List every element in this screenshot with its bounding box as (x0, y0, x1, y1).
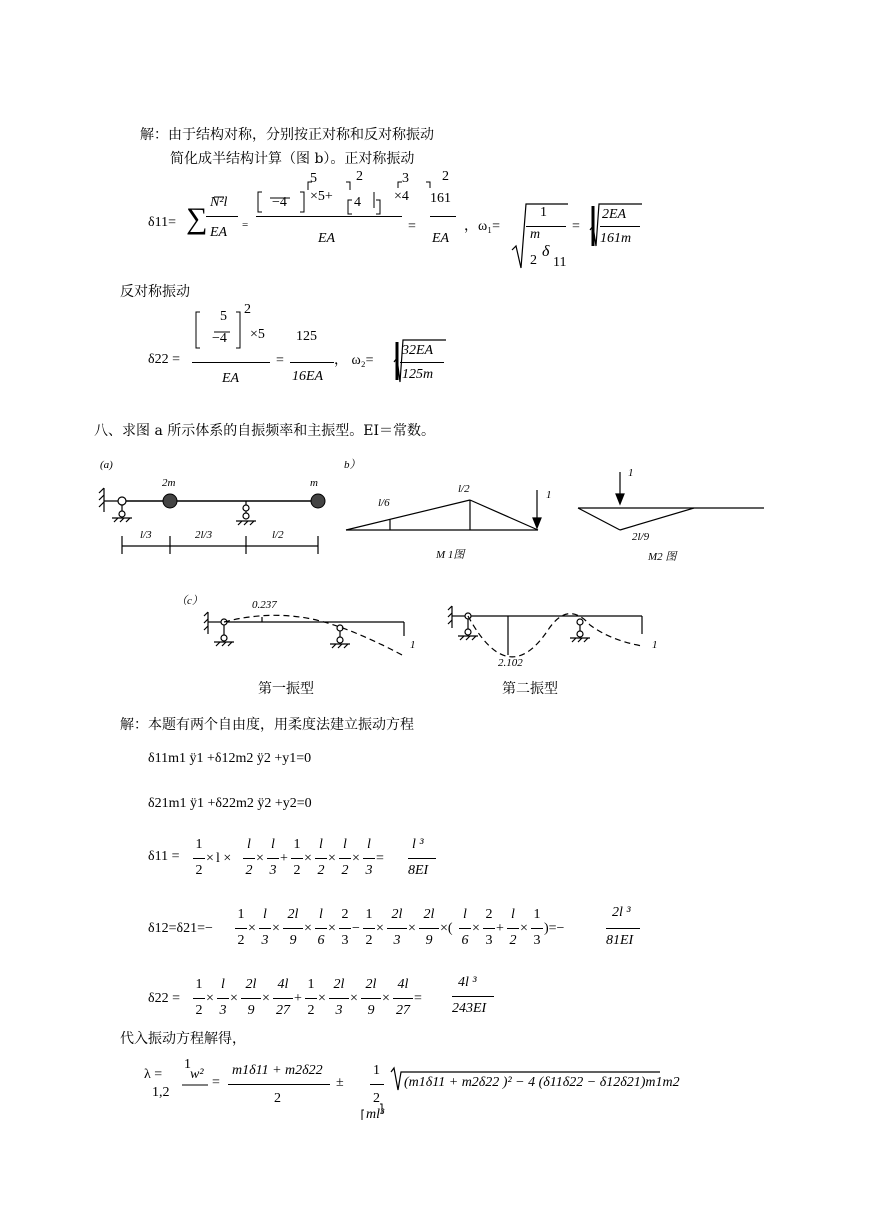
frac-bar (235, 928, 247, 929)
times4-text: ×4 (394, 189, 409, 204)
frac-numerator: 2l (365, 977, 377, 992)
omega1-den-2: 2 (530, 253, 537, 268)
frac-bar (393, 998, 413, 999)
operator: × (230, 991, 238, 1006)
square-a: 2 (356, 169, 363, 184)
frac-bar (267, 858, 279, 859)
frac-denominator: 2 (237, 933, 245, 948)
frac-denominator: 9 (425, 933, 433, 948)
frac-bar (305, 998, 317, 999)
frac-denominator: 2 (195, 1003, 203, 1018)
frac-denominator: 3 (341, 933, 349, 948)
sigma-symbol: ∑ (186, 202, 208, 235)
frac-denominator: 3 (219, 1003, 227, 1018)
frac-denominator: 2 (365, 933, 373, 948)
omega1-res-den: 161m (600, 231, 632, 246)
operator: l × (216, 851, 232, 866)
frac-denominator: 3 (485, 933, 493, 948)
operator: = (414, 991, 422, 1006)
frac-numerator: 4l (277, 977, 289, 992)
frac-denominator: 3 (393, 933, 401, 948)
frac-bar (361, 998, 381, 999)
operator: )=− (544, 921, 565, 936)
omega2-res-num: 32EA (402, 343, 434, 358)
frac-numerator: 2l (423, 907, 435, 922)
frac-bar (243, 858, 255, 859)
frac-denominator: 27 (276, 1003, 290, 1018)
mode1-value: 0.237 (252, 599, 277, 611)
omega1-den-sub: 11 (553, 255, 567, 270)
paren-b-num: 3 (402, 171, 409, 186)
d22-res-den: 243EI (452, 1001, 487, 1016)
omega2-label: ， ω₂= (334, 353, 374, 368)
operator: − (352, 921, 360, 936)
frac-bar (283, 928, 303, 929)
d22-lhs: δ22 = (148, 991, 180, 1006)
operator: × (318, 991, 326, 1006)
delta11-lhs: δ11= (148, 215, 176, 230)
lambda-w: w² (190, 1067, 204, 1082)
frac-denominator: 6 (461, 933, 469, 948)
m2-caption: M2 图 (648, 551, 677, 563)
times5-text: ×5+ (310, 189, 333, 204)
equals: = (276, 353, 284, 368)
frac-numerator: l (511, 907, 515, 922)
frac-bar (217, 998, 229, 999)
paren-a-num: 5 (310, 171, 317, 186)
fig-label-b: b） (344, 459, 361, 471)
motion-eq1: δ11m1 ÿ1 +δ12m2 ÿ2 +y1=0 (148, 751, 312, 766)
sym-den1: EA (210, 225, 228, 240)
beam-a (99, 488, 318, 554)
frac-numerator: l (343, 837, 347, 852)
frac-denominator: 3 (533, 933, 541, 948)
operator: × (304, 851, 312, 866)
frac-bar (228, 1084, 330, 1085)
operator: + (496, 921, 504, 936)
m1-l6-label: l/6 (378, 497, 390, 509)
frac-bar (459, 928, 471, 929)
frac-bar (291, 858, 303, 859)
omega1-den-m: m (530, 227, 541, 242)
solution-intro-line1: 解：由于结构对称，分别按正对称和反对称振动 (140, 127, 434, 143)
frac-denominator: 2 (293, 863, 301, 878)
anti-paren-num: 5 (220, 309, 227, 324)
operator: + (280, 851, 288, 866)
frac-bar (387, 928, 407, 929)
anti-heading: 反对称振动 (120, 284, 190, 300)
operator: × (248, 921, 256, 936)
dim-1: l/3 (140, 529, 152, 541)
m2-val-label: 2l/9 (632, 531, 650, 543)
mass-m (311, 494, 325, 508)
frac-denominator: 2 (307, 1003, 315, 1018)
dim-3: l/2 (272, 529, 284, 541)
frac-bar (339, 858, 351, 859)
frac-numerator: 1 (195, 837, 203, 852)
mode2-value: 2.102 (498, 657, 523, 669)
equals: = (212, 1075, 220, 1090)
delta22-lhs: δ22 = (148, 352, 180, 367)
frac-denominator: 9 (289, 933, 297, 948)
paren-shapes (196, 182, 430, 348)
frac-denominator: 3 (269, 863, 277, 878)
fig-label-c: （c） (176, 595, 203, 607)
frac-numerator: l (463, 907, 467, 922)
frac-numerator: 2l (333, 977, 345, 992)
equals: = (242, 219, 249, 231)
frac-bar (315, 928, 327, 929)
mode2-caption: 第二振型 (502, 681, 558, 697)
frac-denominator: 2 (195, 863, 203, 878)
sym-num1: N²l (210, 195, 228, 210)
frac-bar (370, 1084, 384, 1085)
frac-bar (419, 928, 439, 929)
lambda-mid-den: 2 (274, 1091, 281, 1106)
operator: ×( (440, 921, 453, 936)
frac-numerator: 1 (237, 907, 245, 922)
frac-numerator: l (221, 977, 225, 992)
frac-denominator: 3 (365, 863, 373, 878)
frac-numerator: l (263, 907, 267, 922)
d22-res-num: 4l ³ (458, 975, 477, 990)
equals: = (572, 219, 580, 234)
d11-lhs: δ11 = (148, 849, 180, 864)
operator: × (520, 921, 528, 936)
operator: = (376, 851, 384, 866)
frac-numerator: 1 (293, 837, 301, 852)
frac-bar (241, 998, 261, 999)
operator: × (328, 921, 336, 936)
frac-numerator: 2l (245, 977, 257, 992)
operator: × (262, 991, 270, 1006)
frac-numerator: 2l (287, 907, 299, 922)
operator: × (256, 851, 264, 866)
anti-times5: ×5 (250, 327, 265, 342)
d11-res-num: l ³ (412, 837, 424, 852)
paren-b-frac: 4 (354, 195, 361, 210)
m1-l2-label: l/2 (458, 483, 470, 495)
operator: × (206, 851, 214, 866)
frac-bar (315, 858, 327, 859)
frac-bar (606, 928, 640, 929)
frac-denominator: 2 (317, 863, 325, 878)
frac-denominator: 27 (396, 1003, 410, 1018)
ml3-label: ml³ (366, 1107, 385, 1122)
solution2-intro: 解：本题有两个自由度，用柔度法建立振动方程 (120, 717, 414, 733)
operator: × (382, 991, 390, 1006)
frac-numerator: 1 (195, 977, 203, 992)
frac-numerator: 2 (485, 907, 493, 922)
sym-val-num: 161 (430, 191, 451, 206)
frac-numerator: 2l (391, 907, 403, 922)
radical-heavy (397, 206, 593, 380)
paren-a-frac: −4 (272, 195, 287, 210)
m2-load-label: 1 (628, 467, 634, 479)
omega1-label: ，ω₁= (464, 219, 500, 234)
operator: × (272, 921, 280, 936)
mode1-diagram (204, 612, 404, 656)
omega1-res-num: 2EA (602, 207, 627, 222)
frac-numerator: l (271, 837, 275, 852)
square-b: 2 (442, 169, 449, 184)
frac-bar (329, 998, 349, 999)
d12-lhs: δ12=δ21=− (148, 921, 213, 936)
frac-denominator: 2 (509, 933, 517, 948)
mass-m-label: m (310, 477, 318, 489)
mode2-end-value: 1 (652, 639, 658, 651)
frac-denominator: 3 (335, 1003, 343, 1018)
frac-denominator: 9 (247, 1003, 255, 1018)
m1-diagram (346, 490, 541, 530)
half-den: 2 (373, 1091, 380, 1106)
frac-numerator: l (319, 907, 323, 922)
omega1-num: 1 (540, 205, 547, 220)
frac-bar (507, 928, 519, 929)
operator: × (352, 851, 360, 866)
anti-square: 2 (244, 302, 251, 317)
lambda-sub: 1,2 (152, 1085, 170, 1100)
lambda-lhs: λ = (144, 1067, 163, 1082)
frac-bar (363, 858, 375, 859)
operator: + (294, 991, 302, 1006)
frac-numerator: 1 (533, 907, 541, 922)
mass-2m (163, 494, 177, 508)
frac-bar (273, 998, 293, 999)
omega2-res-den: 125m (402, 367, 434, 382)
frac-denominator: 2 (341, 863, 349, 878)
operator: × (206, 991, 214, 1006)
operator: × (376, 921, 384, 936)
mode2-diagram (448, 606, 642, 657)
m2-diagram (578, 472, 764, 530)
motion-eq2: δ21m1 ÿ1 +δ22m2 ÿ2 +y2=0 (148, 796, 312, 811)
mode1-caption: 第一振型 (258, 681, 314, 697)
frac-bar (363, 928, 375, 929)
frac-numerator: l (367, 837, 371, 852)
frac-bar (259, 928, 271, 929)
frac-denominator: 3 (261, 933, 269, 948)
radical-shapes (391, 204, 660, 1090)
mass-2m-label: 2m (162, 477, 176, 489)
frac-bar (408, 858, 436, 859)
problem8-title: 八、求图 a 所示体系的自振频率和主振型。EI＝常数。 (94, 423, 435, 439)
anti-val-num: 125 (296, 329, 317, 344)
operator: × (304, 921, 312, 936)
m1-caption: M 1图 (436, 549, 465, 561)
frac-bar (193, 858, 205, 859)
frac-numerator: 2 (341, 907, 349, 922)
frac-numerator: l (247, 837, 251, 852)
sym-val-den: EA (432, 231, 450, 246)
frac-bar (193, 998, 205, 999)
half-num: 1 (373, 1063, 380, 1078)
frac-bar (452, 996, 494, 997)
operator: × (472, 921, 480, 936)
solution-intro-line2: 简化成半结构计算（图 b）。正对称振动 (170, 151, 415, 167)
mode1-end-value: 1 (410, 639, 416, 651)
frac-bar (531, 928, 543, 929)
d12-res-num: 2l ³ (612, 905, 631, 920)
omega1-den-delta: δ (542, 243, 550, 260)
operator: × (328, 851, 336, 866)
lambda-mid-num: m1δ11 + m2δ22 (232, 1063, 323, 1078)
frac-numerator: 1 (307, 977, 315, 992)
frac-denominator: 9 (367, 1003, 375, 1018)
frac-numerator: 1 (365, 907, 373, 922)
d11-res-den: 8EI (408, 863, 429, 878)
operator: × (408, 921, 416, 936)
frac-bar (339, 928, 351, 929)
dim-2: 2l/3 (195, 529, 213, 541)
anti-val-den: 16EA (292, 369, 324, 384)
anti-paren-den: −4 (212, 331, 227, 346)
frac-bar (483, 928, 495, 929)
frac-denominator: 2 (245, 863, 253, 878)
plus-minus: ± (336, 1075, 344, 1090)
anti-den: EA (222, 371, 240, 386)
fig-label-a: (a) (100, 459, 113, 471)
sym-den2: EA (318, 231, 336, 246)
m1-load-label: 1 (546, 489, 552, 501)
sqrt-content: (m1δ11 + m2δ22 )² − 4 (δ11δ22 − δ12δ21)m1m2 (404, 1075, 680, 1090)
frac-numerator: l (319, 837, 323, 852)
equals: = (408, 219, 416, 234)
lambda-num: 1 (184, 1057, 191, 1072)
substitute-text: 代入振动方程解得， (120, 1031, 246, 1047)
lambda-brackets (182, 1085, 385, 1122)
operator: × (350, 991, 358, 1006)
frac-denominator: 6 (317, 933, 325, 948)
frac-numerator: 4l (397, 977, 409, 992)
d12-res-den: 81EI (606, 933, 634, 948)
